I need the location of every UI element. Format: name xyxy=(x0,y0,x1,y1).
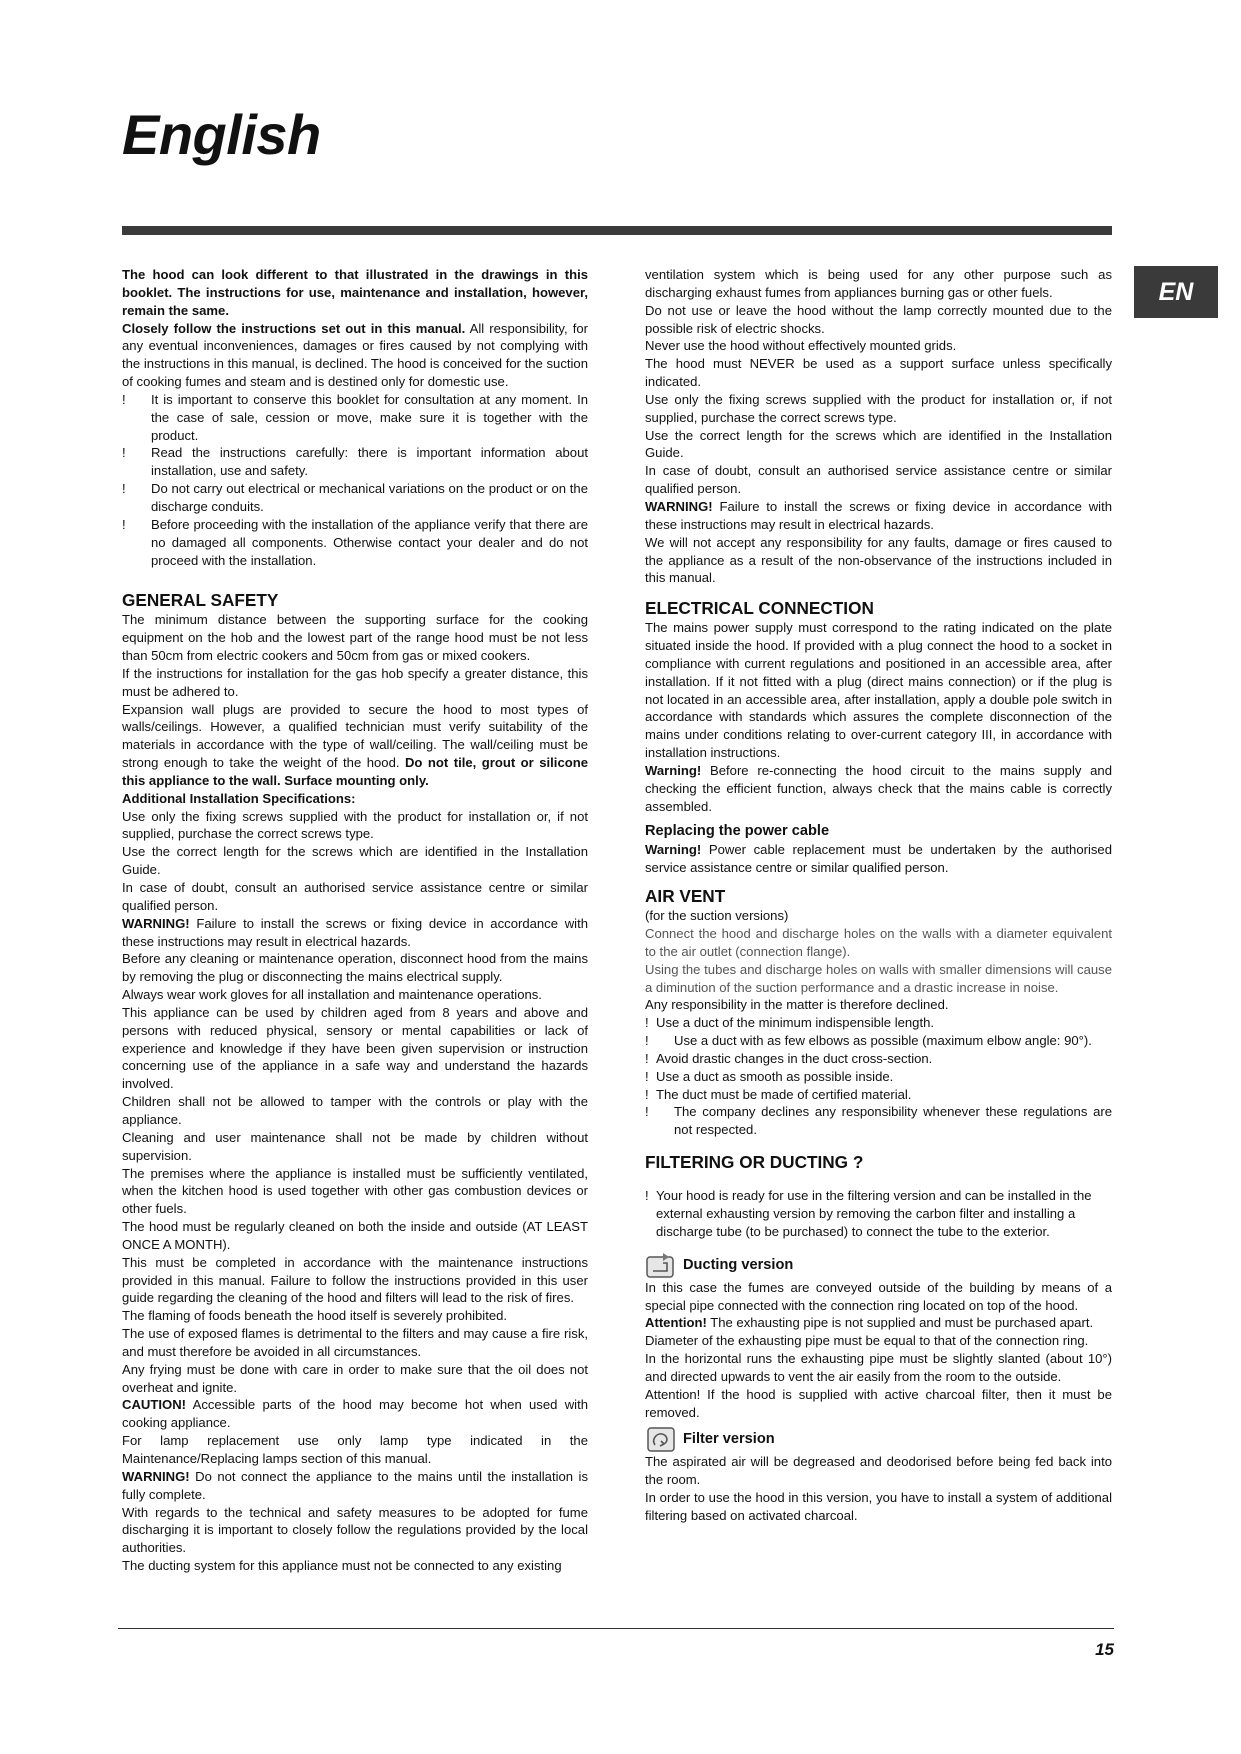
electrical-paragraph: The mains power supply must correspond to the rating indicated on the plate situated inside the hood. If provided with a plug connect the hood to a socket in compliance with current regulations and positioned in an accessible area, after installation. If it not fitted with a plug (direct mains connection) or if the plug is not located in an accessible area, after installation, apply a double pole switch in accordance with standards which assures the complete disconnection of the mains under conditions relating to over-current category III, in accordance with installation instructions. xyxy=(645,620,1112,761)
exclamation-icon: ! xyxy=(645,1050,649,1066)
safety-paragraph: WARNING! Failure to install the screws or fixing device in accordance with these instructions may result in electrical hazards. xyxy=(645,498,1112,532)
safety-paragraph: In case of doubt, consult an authorised service assistance centre or similar qualified person. xyxy=(645,463,1112,497)
filter-paragraph: In order to use the hood in this version, you have to install a system of additional filtering based on activated charcoal. xyxy=(645,1490,1112,1523)
filtering-note: ! Your hood is ready for use in the filtering version and can be installed in the external exhausting version by removing the carbon filter and installing a discharge tube (to be purchased) to connect the tube to the exterior. xyxy=(645,1188,1092,1239)
safety-paragraph: CAUTION! Accessible parts of the hood may become hot when used with cooking appliance. xyxy=(122,1397,588,1431)
exclamation-icon: ! xyxy=(645,1068,649,1084)
electrical-connection-heading: ELECTRICAL CONNECTION xyxy=(645,598,874,619)
safety-paragraph: In case of doubt, consult an authorised service assistance centre or similar qualified person. xyxy=(122,880,588,913)
safety-paragraph: Cleaning and user maintenance shall not be made by children without supervision. xyxy=(122,1129,588,1163)
filter-paragraph: The aspirated air will be degreased and deodorised before being fed back into the room. xyxy=(645,1454,1112,1488)
note-item: ! Do not carry out electrical or mechanical variations on the product or on the discharge conduits. xyxy=(122,481,588,514)
general-safety-heading: GENERAL SAFETY xyxy=(122,590,279,611)
exclamation-icon: ! xyxy=(645,1033,649,1049)
ducting-paragraph: Attention! If the hood is supplied with active charcoal filter, then it must be removed. xyxy=(645,1386,1112,1420)
duct-rule-item: ! Use a duct as smooth as possible inside. xyxy=(645,1068,894,1084)
safety-paragraph: This appliance can be used by children aged from 8 years and above and persons with reduced physical, sensory or mental capabilities or lack of experience and knowledge if they have been given supervision or instruction concerning use of the appliance in a safe way and understand the hazards involved. xyxy=(122,1004,588,1092)
power-cable-heading: Replacing the power cable xyxy=(645,823,830,840)
air-vent-paragraph: Connect the hood and discharge holes on the walls with a diameter equivalent to the air outlet (connection flange). xyxy=(645,926,1112,959)
safety-paragraph: The hood must NEVER be used as a support surface unless specifically indicated. xyxy=(645,356,1112,390)
filter-version-header xyxy=(645,1425,1112,1453)
ducting-paragraph: Attention! The exhausting pipe is not supplied and must be purchased apart. xyxy=(645,1315,1094,1331)
safety-paragraph: The premises where the appliance is installed must be sufficiently ventilated, when the kitchen hood is used together with other gas combustion devices or other fuels. xyxy=(122,1165,588,1217)
safety-paragraph: With regards to the technical and safety measures to be adopted for fume discharging it is important to closely follow the regulations provided by the local authorities. xyxy=(122,1504,588,1556)
intro-paragraph: The hood can look different to that illustrated in the drawings in this booklet. The instructions for use, maintenance and installation, however, remain the same. xyxy=(122,267,588,318)
note-item: ! Before proceeding with the installation of the appliance verify that there are no damaged all components. Otherwise contact your dealer and do not proceed with the installation. xyxy=(122,516,588,568)
page-number: 15 xyxy=(1095,1640,1114,1659)
safety-paragraph: The ducting system for this appliance must not be connected to any existing xyxy=(122,1558,562,1574)
exclamation-icon: ! xyxy=(122,445,126,461)
safety-paragraph: Always wear work gloves for all installation and maintenance operations. xyxy=(122,987,542,1003)
ducting-paragraph: Diameter of the exhausting pipe must be equal to that of the connection ring. xyxy=(645,1333,1089,1349)
safety-paragraph: We will not accept any responsibility for any faults, damage or fires caused to the appliance as a result of the non-observance of the instructions included in this manual. xyxy=(645,534,1112,586)
safety-paragraph: Expansion wall plugs are provided to secure the hood to most types of walls/ceilings. However, a qualified technician must verify suitability of the materials in accordance with the type of wall/ceiling. The wall/ceiling must be strong enough to take the weight of the hood. Do not tile, grout or silicone this appliance to the wall. Surface mounting only. xyxy=(122,701,589,788)
safety-paragraph: The minimum distance between the supporting surface for the cooking equipment on the hob and the lowest part of the range hood must be not less than 50cm from electric cookers and 50cm from gas or mixed cookers. xyxy=(122,612,588,664)
safety-paragraph: Use only the fixing screws supplied with the product for installation or, if not supplied, purchase the correct screws type. xyxy=(645,391,1112,425)
note-item: ! Read the instructions carefully: there is important information about installation, use and safety. xyxy=(122,445,588,479)
safety-paragraph: The flaming of foods beneath the hood itself is severely prohibited. xyxy=(122,1308,508,1324)
filter-version-heading: Filter version xyxy=(683,1431,775,1448)
safety-paragraph: If the instructions for installation for the gas hob specify a greater distance, this must be adhered to. xyxy=(122,665,588,699)
safety-paragraph: The use of exposed flames is detrimental to the filters and may cause a fire risk, and must therefore be avoided in all circumstances. xyxy=(122,1326,588,1359)
ducting-icon xyxy=(645,1251,677,1279)
exclamation-icon: ! xyxy=(645,1015,649,1031)
air-vent-paragraph: Any responsibility in the matter is therefore declined. xyxy=(645,997,949,1013)
safety-paragraph: Use the correct length for the screws which are identified in the Installation Guide. xyxy=(645,427,1112,461)
air-vent-subtitle: (for the suction versions) xyxy=(645,908,789,924)
exclamation-icon: ! xyxy=(645,1086,649,1102)
safety-paragraph: Children shall not be allowed to tamper with the controls or play with the appliance. xyxy=(122,1094,588,1127)
filter-icon xyxy=(645,1425,677,1453)
exclamation-icon: ! xyxy=(122,481,126,497)
ducting-paragraph: In this case the fumes are conveyed outside of the building by means of a special pipe connected with the connection ring located on top of the hood. xyxy=(645,1279,1112,1313)
safety-paragraph: WARNING! Do not connect the appliance to the mains until the installation is fully complete. xyxy=(122,1468,588,1502)
duct-rule-item: ! Use a duct with as few elbows as possible (maximum elbow angle: 90°). xyxy=(645,1033,1092,1049)
duct-rule-item: ! The company declines any responsibility whenever these regulations are not respected. xyxy=(645,1104,1112,1138)
safety-paragraph: Use the correct length for the screws which are identified in the Installation Guide. xyxy=(122,844,588,878)
right-column xyxy=(645,266,1112,1525)
power-cable-paragraph: Warning! Power cable replacement must be undertaken by the authorised service assistance centre or similar qualified person. xyxy=(645,842,1112,876)
safety-paragraph: ventilation system which is being used for any other purpose such as discharging exhaust fumes from appliances burning gas or other fuels. xyxy=(645,267,1112,300)
safety-paragraph: Never use the hood without effectively mounted grids. xyxy=(645,338,957,354)
electrical-paragraph: Warning! Before re-connecting the hood circuit to the mains supply and checking the efficient function, always check that the mains cable is correctly assembled. xyxy=(645,762,1112,814)
safety-paragraph: WARNING! Failure to install the screws or fixing device in accordance with these instructions may result in electrical hazards. xyxy=(122,915,588,949)
safety-paragraph: The hood must be regularly cleaned on both the inside and outside (AT LEAST ONCE A MONTH). xyxy=(122,1219,588,1252)
safety-paragraph: This must be completed in accordance with the maintenance instructions provided in this manual. Failure to follow the instructions provided in this user guide regarding the cleaning of the hood and filters will lead to the risk of fires. xyxy=(122,1254,588,1306)
exclamation-icon: ! xyxy=(645,1188,649,1204)
safety-paragraph: For lamp replacement use only lamp type indicated in the Maintenance/Replacing lamps section of this manual. xyxy=(122,1433,588,1466)
exclamation-icon: ! xyxy=(645,1104,649,1120)
instructions-paragraph: Closely follow the instructions set out in this manual. All responsibility, for any eventual inconveniences, damages or fires caused by not complying with the instructions in this manual, is declined. The hood is conceived for the suction of cooking fumes and steam and is destined only for domestic use. xyxy=(122,320,589,390)
ducting-version-heading: Ducting version xyxy=(683,1256,794,1273)
safety-paragraph: Before any cleaning or maintenance operation, disconnect hood from the mains by removing the plug or disconnecting the mains electrical supply. xyxy=(122,951,588,985)
duct-rule-item: ! Avoid drastic changes in the duct cross-section. xyxy=(645,1050,933,1066)
page-title: English xyxy=(122,103,321,166)
note-item: ! It is important to conserve this booklet for consultation at any moment. In the case of sale, cession or move, make sure it is together with the product. xyxy=(122,391,588,443)
safety-paragraph: Do not use or leave the hood without the lamp correctly mounted due to the possible risk of electric shocks. xyxy=(645,302,1112,336)
exclamation-icon: ! xyxy=(122,391,126,407)
left-column xyxy=(122,266,588,1575)
footer-rule xyxy=(118,1628,1114,1629)
title-rule xyxy=(122,226,1112,235)
duct-rule-item: ! Use a duct of the minimum indispensible length. xyxy=(645,1015,935,1031)
exclamation-icon: ! xyxy=(122,516,126,532)
duct-rule-item: ! The duct must be made of certified material. xyxy=(645,1086,912,1102)
language-tab: EN xyxy=(1134,266,1218,318)
air-vent-paragraph: Using the tubes and discharge holes on walls with smaller dimensions will cause a diminution of the suction performance and a drastic increase in noise. xyxy=(645,961,1112,995)
ducting-paragraph: In the horizontal runs the exhausting pipe must be slightly slanted (about 10°) and directed upwards to vent the air easily from the room to the outside. xyxy=(645,1351,1112,1384)
filtering-or-ducting-heading: FILTERING OR DUCTING ? xyxy=(645,1152,864,1173)
additional-spec-heading: Additional Installation Specifications: xyxy=(122,790,356,806)
safety-paragraph: Any frying must be done with care in order to make sure that the oil does not overheat and ignite. xyxy=(122,1361,588,1395)
air-vent-heading: AIR VENT xyxy=(645,886,726,907)
ducting-version-header xyxy=(645,1251,1112,1279)
safety-paragraph: Use only the fixing screws supplied with the product for installation or, if not supplied, purchase the correct screws type. xyxy=(122,808,588,842)
